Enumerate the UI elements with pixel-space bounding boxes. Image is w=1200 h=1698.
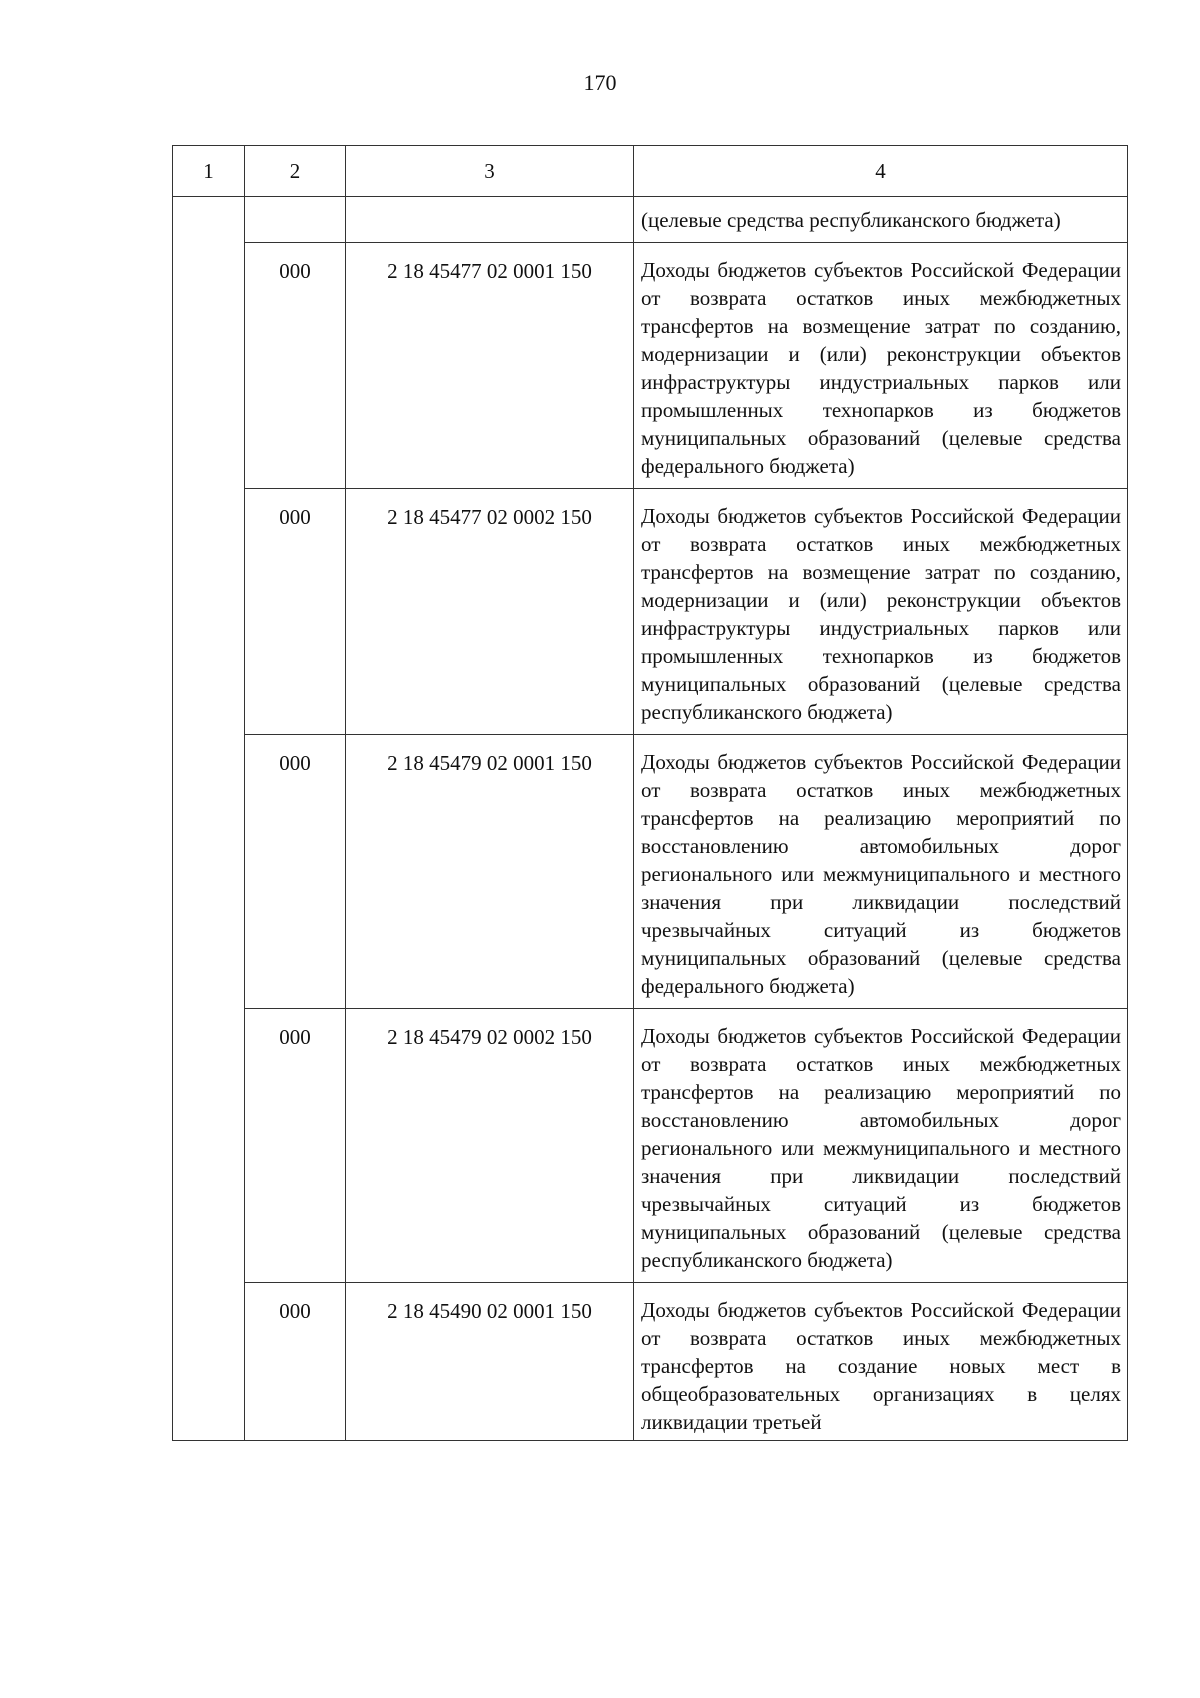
admin-code-cell: 000	[245, 489, 346, 735]
table-row	[173, 735, 1128, 1009]
header-col-4: 4	[634, 146, 1128, 197]
header-col-3: 3	[346, 146, 634, 197]
table-row	[173, 1009, 1128, 1283]
col1-cell	[173, 197, 245, 1441]
table-header-row	[173, 146, 1128, 197]
description-cell: Доходы бюджетов субъектов Российской Федерации от возврата остатков иных межбюджетных трансфертов на реализацию мероприятий по восстановлению автомобильных дорог регионального или межмуниципального и местного значения при ликвидации последствий чрезвычайных ситуаций из бюджетов муниципальных образований (целевые средства федерального бюджета)	[634, 735, 1128, 1009]
table-row	[173, 197, 1128, 243]
header-col-2: 2	[245, 146, 346, 197]
description-cell: Доходы бюджетов субъектов Российской Федерации от возврата остатков иных межбюджетных трансфертов на реализацию мероприятий по восстановлению автомобильных дорог регионального или межмуниципального и местного значения при ликвидации последствий чрезвычайных ситуаций из бюджетов муниципальных образований (целевые средства республиканского бюджета)	[634, 1009, 1128, 1283]
description-cell: Доходы бюджетов субъектов Российской Федерации от возврата остатков иных межбюджетных трансфертов на возмещение затрат по созданию, модернизации и (или) реконструкции объектов инфраструктуры индустриальных парков или промышленных технопарков из бюджетов муниципальных образований (целевые средства республиканского бюджета)	[634, 489, 1128, 735]
table-row	[173, 489, 1128, 735]
description-cell: Доходы бюджетов субъектов Российской Федерации от возврата остатков иных межбюджетных трансфертов на создание новых мест в общеобразовательных организациях в целях ликвидации третьей	[634, 1283, 1128, 1441]
budget-code-cell	[346, 197, 634, 243]
admin-code-cell: 000	[245, 1283, 346, 1441]
admin-code-cell	[245, 197, 346, 243]
budget-code-cell: 2 18 45477 02 0001 150	[346, 243, 634, 489]
table-row	[173, 243, 1128, 489]
page-number: 170	[583, 70, 617, 95]
table-row	[173, 1283, 1128, 1441]
budget-code-cell: 2 18 45479 02 0001 150	[346, 735, 634, 1009]
budget-code-table	[172, 145, 1128, 1441]
admin-code-cell: 000	[245, 1009, 346, 1283]
budget-code-cell: 2 18 45490 02 0001 150	[346, 1283, 634, 1441]
budget-code-cell: 2 18 45479 02 0002 150	[346, 1009, 634, 1283]
header-col-1: 1	[173, 146, 245, 197]
admin-code-cell: 000	[245, 735, 346, 1009]
description-cell: Доходы бюджетов субъектов Российской Федерации от возврата остатков иных межбюджетных трансфертов на возмещение затрат по созданию, модернизации и (или) реконструкции объектов инфраструктуры индустриальных парков или промышленных технопарков из бюджетов муниципальных образований (целевые средства федерального бюджета)	[634, 243, 1128, 489]
admin-code-cell: 000	[245, 243, 346, 489]
budget-code-cell: 2 18 45477 02 0002 150	[346, 489, 634, 735]
description-cell: (целевые средства республиканского бюджета)	[634, 197, 1128, 243]
